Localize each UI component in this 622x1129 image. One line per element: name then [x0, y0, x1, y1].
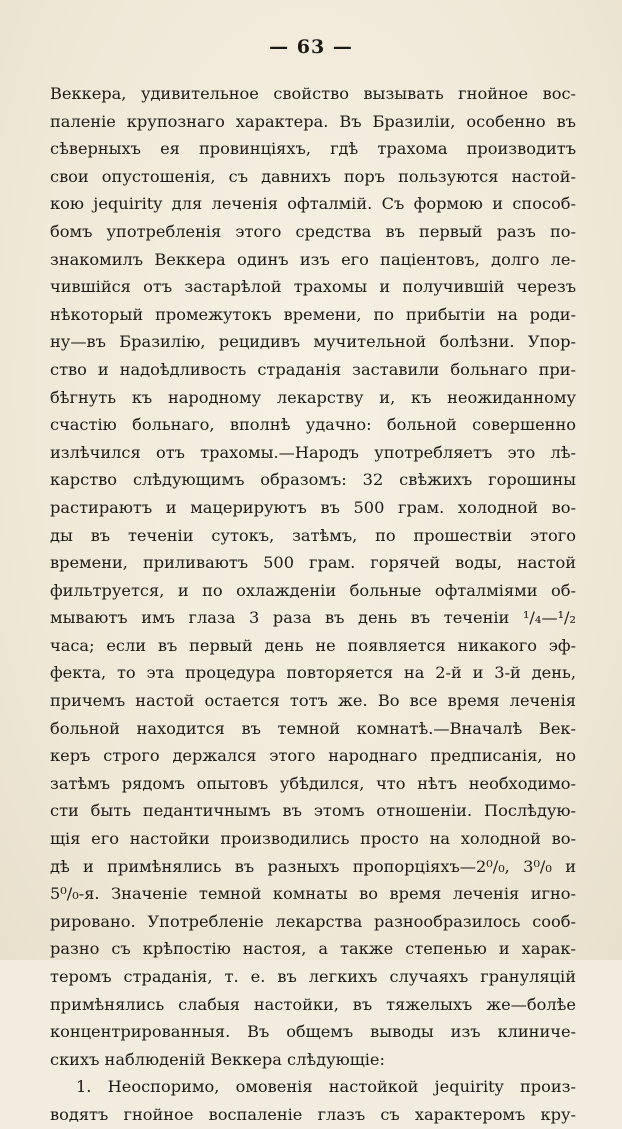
- text-line: примѣнялись слабыя настойки, въ тяжелыхъ же—болѣе: [50, 994, 576, 1014]
- text-line: щія его настойки производились просто на холодной во-: [50, 829, 576, 849]
- text-line: бомъ употребленія этого средства въ первый разъ по-: [50, 221, 576, 241]
- text-line: излѣчился отъ трахомы.—Народъ употребляетъ это лѣ-: [50, 442, 576, 462]
- text-line: мываютъ имъ глаза 3 раза въ день въ теченіи ¹/₄—¹/₂: [50, 608, 576, 628]
- text-line: причемъ настой остается тотъ же. Во все время леченія: [50, 691, 576, 711]
- text-line: кою jequirity для леченія офталмій. Съ формою и способ-: [50, 194, 576, 214]
- text-line: 1. Неоспоримо, омовенія настойкой jequirity произ-: [76, 1077, 576, 1097]
- text-line: теромъ страданія, т. е. въ легкихъ случаяхъ грануляцій: [50, 967, 576, 986]
- text-line: больной находится въ темной комнатѣ.—Вначалѣ Век-: [50, 718, 576, 738]
- text-line: ну—въ Бразилію, рецидивъ мучительной болѣзни. Упор-: [50, 332, 576, 352]
- text-line: счастію больнаго, вполнѣ удачно: больной совершенно: [50, 415, 576, 435]
- text-line: затѣмъ рядомъ опытовъ убѣдился, что нѣтъ необходимо-: [50, 773, 576, 793]
- text-line: скихъ наблюденій Веккера слѣдующіе:: [50, 1049, 385, 1069]
- text-line: бѣгнуть къ народному лекарству и, къ неожиданному: [50, 387, 576, 407]
- text-line: фильтруется, и по охлажденіи больные офталміями об-: [50, 580, 576, 600]
- text-line: паленіе крупознаго характера. Въ Бразиліи, особенно въ: [50, 111, 576, 131]
- text-line: дѣ и примѣнялись въ разныхъ пропорціяхъ—2⁰/₀, 3⁰/₀ и: [50, 856, 576, 876]
- text-line: сти быть педантичнымъ въ этомъ отношеніи. Послѣдую-: [50, 801, 576, 821]
- text-line: времени, приливаютъ 500 грам. горячей воды, настой: [50, 553, 576, 573]
- text-line: фекта, то эта процедура повторяется на 2-й и 3-й день,: [50, 663, 576, 683]
- body-text: [50, 80, 576, 1129]
- text-line: растираютъ и мацерируютъ въ 500 грам. холодной во-: [50, 497, 576, 517]
- text-line: свои опустошенія, съ давнихъ поръ пользуются настой-: [50, 166, 576, 186]
- text-line: часа; если въ первый день не появляется никакого эф-: [50, 635, 576, 655]
- text-line: разно съ крѣпостію настоя, а также степенью и харак-: [50, 939, 576, 959]
- text-line: ды въ теченіи сутокъ, затѣмъ, по прошествіи этого: [50, 525, 576, 545]
- text-line: знакомилъ Веккера одинъ изъ его паціентовъ, долго ле-: [50, 249, 576, 269]
- text-line: сѣверныхъ ея провинціяхъ, гдѣ трахома производитъ: [50, 139, 576, 159]
- text-line: водятъ гнойное воспаленіе глазъ съ характеромъ кру-: [50, 1104, 576, 1124]
- text-line: карство слѣдующимъ образомъ: 32 свѣжихъ горошины: [50, 470, 576, 490]
- page-number: — 63 —: [269, 36, 353, 58]
- text-line: нѣкоторый промежутокъ времени, по прибытіи на роди-: [50, 304, 576, 324]
- text-line: Веккера, удивительное свойство вызывать гнойное вос-: [50, 84, 576, 103]
- text-line: рировано. Употребленіе лекарства разнообразилось сооб-: [50, 911, 576, 931]
- text-line: керъ строго держался этого народнаго предписанія, но: [50, 746, 576, 766]
- text-line: 5⁰/₀-я. Значеніе темной комнаты во время леченія игно-: [50, 884, 576, 904]
- text-line: ство и надоѣдливость страданія заставили больнаго при-: [50, 359, 576, 379]
- text-line: чившійся отъ застарѣлой трахомы и получившій черезъ: [50, 277, 576, 297]
- text-line: концентрированныя. Въ общемъ выводы изъ клиниче-: [50, 1022, 576, 1042]
